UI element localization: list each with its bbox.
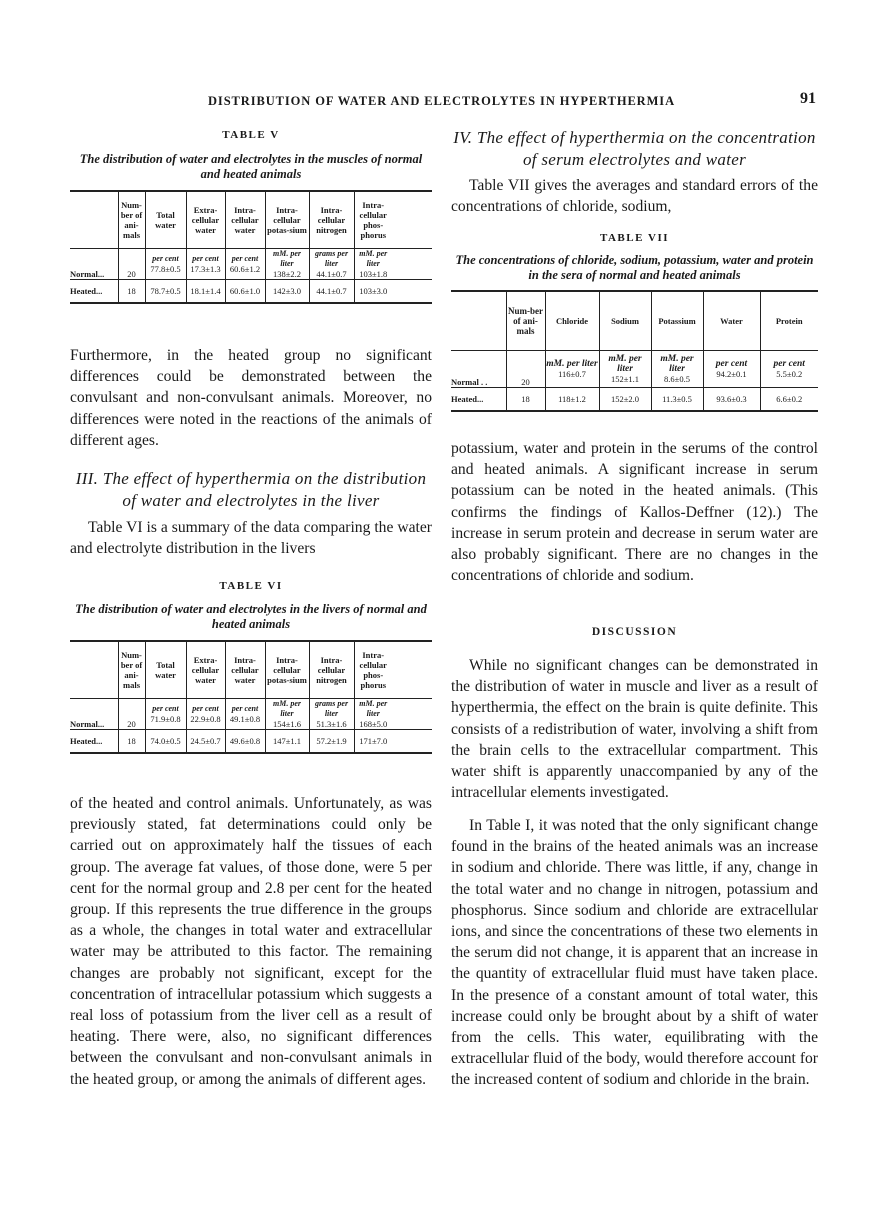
section-3-heading: III. The effect of hyperthermia on the distribution of water and electrolytes in the liver [75,469,427,510]
t6-header: Intra-cellular nitrogen [309,641,354,699]
t5-cell [225,249,265,280]
t5-value: 44.1±0.7 [316,269,347,279]
page-number: 91 [800,90,816,107]
t6-cell: 20 [118,699,145,730]
t5-cell: 78.7±0.5 [145,280,186,304]
t5-value: 17.3±1.3 [190,264,221,274]
t7-cell: 20 [506,351,545,388]
t5-cell: 20 [118,249,145,280]
t6-header: Num-ber of ani-mals [118,641,145,699]
table6-label: TABLE VI [219,580,283,592]
left-paragraph-2: of the heated and control animals. Unfortunately, as was previously stated, fat determinations could only be carried out on approximately half the tissues of each group. The average fat values, of those done, were 5 per cent for the normal group and 2.8 per cent for the heated group. If this represents the true difference in the groups as a whole, the changes in total water and extracellular water may be attributed to this factor. The remaining changes are probably not significant, except for the concentration of intracellular potassium which suggests a real loss of potassium from the liver cell as a result of heating. There were, also, no significant differences between the convulsant and non-convulsant animals in the heated group, or among the animals of different ages. [70,795,432,1088]
t7-cell: 6.6±0.2 [760,388,818,412]
t5-unit: per cent [152,254,179,263]
t6-header: Total water [145,641,186,699]
t6-cell: 49.6±0.8 [225,730,265,754]
t6-value: 168±5.0 [359,719,388,729]
t5-value: 77.8±0.5 [150,264,181,274]
t7-row-label: Heated... [451,388,506,412]
t6-cell [186,699,225,730]
table6-caption: The distribution of water and electrolytes in the livers of normal and heated animals [75,602,427,631]
running-title: DISTRIBUTION OF WATER AND ELECTROLYTES IN HYPERTHERMIA [208,94,676,108]
t5-cell: 18 [118,280,145,304]
discussion-heading: DISCUSSION [591,626,678,638]
t5-unit: mM. per liter [359,249,388,268]
t5-header: Extra-cellular water [186,191,225,249]
section-3-paragraph: Table VI is a summary of the data comparing the water and electrolyte distribution in the livers [70,519,432,558]
t6-unit: mM. per liter [359,699,388,718]
table5 [70,190,432,304]
t5-header: Intra-cellular nitrogen [309,191,354,249]
t7-value: 152±1.1 [610,374,640,384]
t6-value: 49.1±0.8 [229,714,261,724]
t7-header: Num-ber of ani-mals [506,291,545,351]
t6-value: 22.9±0.8 [190,714,221,724]
t6-value: 51.3±1.6 [316,719,347,729]
t7-cell [651,351,703,388]
t7-header: Potassium [651,291,703,351]
t6-cell [225,699,265,730]
t6-header: Intra-cellular water [225,641,265,699]
t5-value: 138±2.2 [272,269,302,279]
t5-value: 103±1.8 [359,269,388,279]
t7-unit: per cent [715,359,748,369]
discussion-paragraph-1: While no significant changes can be demonstrated in the distribution of water in muscle and liver as a result of hyperthermia, the effect on the brain is quite definite. This consists of a redistribution of water, involving a shift from the brain cells to the extracellular compartment. This water shift is apparently unaccompanied by any of the intracellular elements investigated. [451,657,818,802]
right-paragraph-1: potassium, water and protein in the serums of the control and heated animals. A significant increase in serum potassium can be noted in the heated animals. (This confirms the findings of Kallos-Deffner (12).) The increase in serum protein and decrease in serum water are also probably significant. There are no changes in the concentrations of chloride and sodium. [451,440,818,585]
t7-row-label: Normal . . [451,351,506,388]
t5-unit: per cent [192,254,219,263]
table7 [451,290,818,412]
t7-header: Sodium [599,291,651,351]
t6-value: 154±1.6 [272,719,302,729]
t6-header: Intra-cellular phos-phorus [354,641,392,699]
t6-unit: per cent [152,704,179,713]
t7-value: 5.5±0.2 [776,369,803,379]
t7-cell: 152±2.0 [599,388,651,412]
table7-label: TABLE VII [599,232,670,244]
t5-cell [309,249,354,280]
t7-unit: mM. per liter [608,354,642,374]
t7-unit: per cent [773,359,805,369]
t5-cell [265,249,309,280]
t7-cell [703,351,760,388]
t6-cell: 171±7.0 [354,730,392,754]
t6-cell: 147±1.1 [265,730,309,754]
t5-cell: 60.6±1.0 [225,280,265,304]
t7-header: Protein [760,291,818,351]
t5-unit: per cent [231,254,259,263]
t5-row-label: Normal... [70,249,118,280]
t7-value: 8.6±0.5 [664,374,690,384]
discussion-paragraph-2: In Table I, it was noted that the only significant change found in the brains of the heated animals was an increase in sodium and chloride. There was little, if any, change in the total water and no change in nitrogen, potassium and phosphorus. Since sodium and chloride are extracellular ions, and since the concentrations of these two elements in the serum did not change, it is apparent that an increase in the quantity of extracellular fluid must have taken place. In the presence of a constant amount of total water, this increase could only be brought about by a shift of water from the cells. This water, equilibrating with the extracellular fluid of the body, would therefore account for the increased content of sodium and chloride in the brain. [451,817,818,1089]
t5-cell: 103±3.0 [354,280,392,304]
t5-header: Intra-cellular water [225,191,265,249]
t6-unit: grams per liter [314,699,349,718]
t7-cell: 18 [506,388,545,412]
t7-unit: mM. per liter [546,359,598,369]
section-4-paragraph: Table VII gives the averages and standard errors of the concentrations of chloride, sodium, [451,177,818,216]
t6-header: Intra-cellular potas-sium [265,641,309,699]
table6 [70,640,432,754]
t7-cell [760,351,818,388]
t6-unit: per cent [231,704,259,713]
t7-cell [599,351,651,388]
t6-header: Extra-cellular water [186,641,225,699]
t7-cell [545,351,599,388]
t7-value: 94.2±0.1 [716,369,747,379]
t6-value: 71.9±0.8 [150,714,181,724]
t5-unit: mM. per liter [273,249,301,268]
t7-header: Chloride [545,291,599,351]
t7-value: 116±0.7 [558,369,586,379]
t5-header: Intra-cellular potas-sium [265,191,309,249]
t6-cell: 74.0±0.5 [145,730,186,754]
t5-header: Intra-cellular phos-phorus [354,191,392,249]
t7-cell: 93.6±0.3 [703,388,760,412]
t5-unit: grams per liter [314,249,349,268]
t6-row-label: Heated... [70,730,118,754]
t6-cell [265,699,309,730]
t5-header: Num-ber of ani-mals [118,191,145,249]
t5-cell: 142±3.0 [265,280,309,304]
left-paragraph-1: Furthermore, in the heated group no significant differences could be demonstrated between the convulsant and non-convulsant animals. Moreover, no differences were noted in the reactions of the animals of different ages. [70,347,432,449]
table5-label: TABLE V [222,129,280,141]
table7-caption: The concentrations of chloride, sodium, potassium, water and protein in the sera of normal and heated animals [455,253,814,282]
t6-unit: mM. per liter [273,699,301,718]
t5-cell [145,249,186,280]
t7-cell: 118±1.2 [545,388,599,412]
t5-value: 60.6±1.2 [229,264,261,274]
t7-unit: mM. per liter [660,354,694,374]
t6-cell: 57.2±1.9 [309,730,354,754]
section-4-heading: IV. The effect of hyperthermia on the concentration of serum electrolytes and water [453,128,816,169]
t6-cell [309,699,354,730]
t5-row-label: Heated... [70,280,118,304]
t5-cell [354,249,392,280]
table5-caption: The distribution of water and electrolytes in the muscles of normal and heated animals [79,152,423,181]
t7-cell: 11.3±0.5 [651,388,703,412]
t5-cell: 18.1±1.4 [186,280,225,304]
t6-unit: per cent [192,704,219,713]
t5-cell: 44.1±0.7 [309,280,354,304]
t6-cell [354,699,392,730]
t6-cell [145,699,186,730]
t5-header: Total water [145,191,186,249]
t5-cell [186,249,225,280]
t7-header: Water [703,291,760,351]
t6-cell: 24.5±0.7 [186,730,225,754]
t6-cell: 18 [118,730,145,754]
t6-row-label: Normal... [70,699,118,730]
